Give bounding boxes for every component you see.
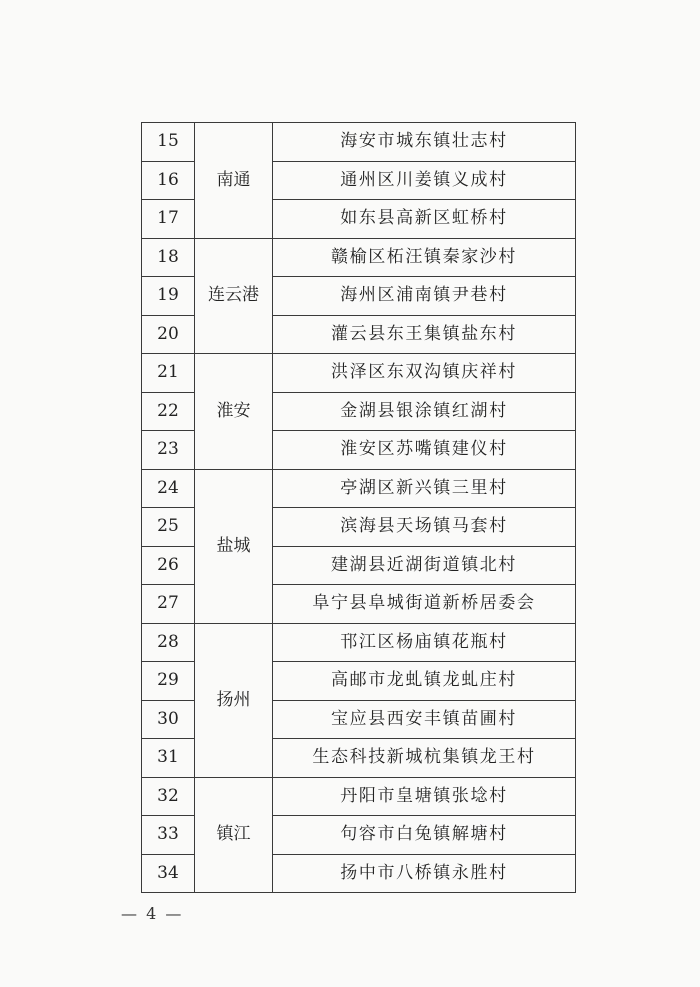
village-cell: 亭湖区新兴镇三里村 [273, 469, 576, 508]
village-cell: 邗江区杨庙镇花瓶村 [273, 623, 576, 662]
city-cell: 淮安 [195, 354, 273, 470]
table-row [142, 623, 576, 662]
village-cell: 阜宁县阜城街道新桥居委会 [273, 585, 576, 624]
row-number-cell: 34 [142, 854, 195, 893]
row-number-cell: 15 [142, 123, 195, 162]
table-row [142, 777, 576, 816]
table-row [142, 354, 576, 393]
village-cell: 扬中市八桥镇永胜村 [273, 854, 576, 893]
row-number-cell: 24 [142, 469, 195, 508]
village-cell: 句容市白兔镇解塘村 [273, 816, 576, 855]
row-number-cell: 21 [142, 354, 195, 393]
city-cell: 连云港 [195, 238, 273, 354]
village-cell: 通州区川姜镇义成村 [273, 161, 576, 200]
row-number-cell: 28 [142, 623, 195, 662]
village-cell: 建湖县近湖街道镇北村 [273, 546, 576, 585]
row-number-cell: 32 [142, 777, 195, 816]
page-number: — 4 — [121, 904, 184, 923]
village-cell: 丹阳市皇塘镇张埝村 [273, 777, 576, 816]
village-cell: 赣榆区柘汪镇秦家沙村 [273, 238, 576, 277]
row-number-cell: 27 [142, 585, 195, 624]
row-number-cell: 16 [142, 161, 195, 200]
village-cell: 生态科技新城杭集镇龙王村 [273, 739, 576, 778]
village-cell: 海州区浦南镇尹巷村 [273, 277, 576, 316]
row-number-cell: 18 [142, 238, 195, 277]
row-number-cell: 31 [142, 739, 195, 778]
row-number-cell: 20 [142, 315, 195, 354]
village-cell: 海安市城东镇壮志村 [273, 123, 576, 162]
village-cell: 洪泽区东双沟镇庆祥村 [273, 354, 576, 393]
village-cell: 滨海县天场镇马套村 [273, 508, 576, 547]
city-cell: 南通 [195, 123, 273, 239]
city-cell: 盐城 [195, 469, 273, 623]
table-row [142, 469, 576, 508]
city-cell: 扬州 [195, 623, 273, 777]
city-cell: 镇江 [195, 777, 273, 893]
village-cell: 高邮市龙虬镇龙虬庄村 [273, 662, 576, 701]
table-row [142, 123, 576, 162]
row-number-cell: 33 [142, 816, 195, 855]
table-body [142, 123, 576, 893]
row-number-cell: 30 [142, 700, 195, 739]
row-number-cell: 25 [142, 508, 195, 547]
village-cell: 淮安区苏嘴镇建仪村 [273, 431, 576, 470]
row-number-cell: 23 [142, 431, 195, 470]
village-cell: 如东县高新区虹桥村 [273, 200, 576, 239]
village-cell: 灌云县东王集镇盐东村 [273, 315, 576, 354]
village-cell: 金湖县银涂镇红湖村 [273, 392, 576, 431]
row-number-cell: 19 [142, 277, 195, 316]
village-table [141, 122, 576, 893]
village-cell: 宝应县西安丰镇苗圃村 [273, 700, 576, 739]
row-number-cell: 26 [142, 546, 195, 585]
table-row [142, 238, 576, 277]
row-number-cell: 17 [142, 200, 195, 239]
row-number-cell: 29 [142, 662, 195, 701]
row-number-cell: 22 [142, 392, 195, 431]
